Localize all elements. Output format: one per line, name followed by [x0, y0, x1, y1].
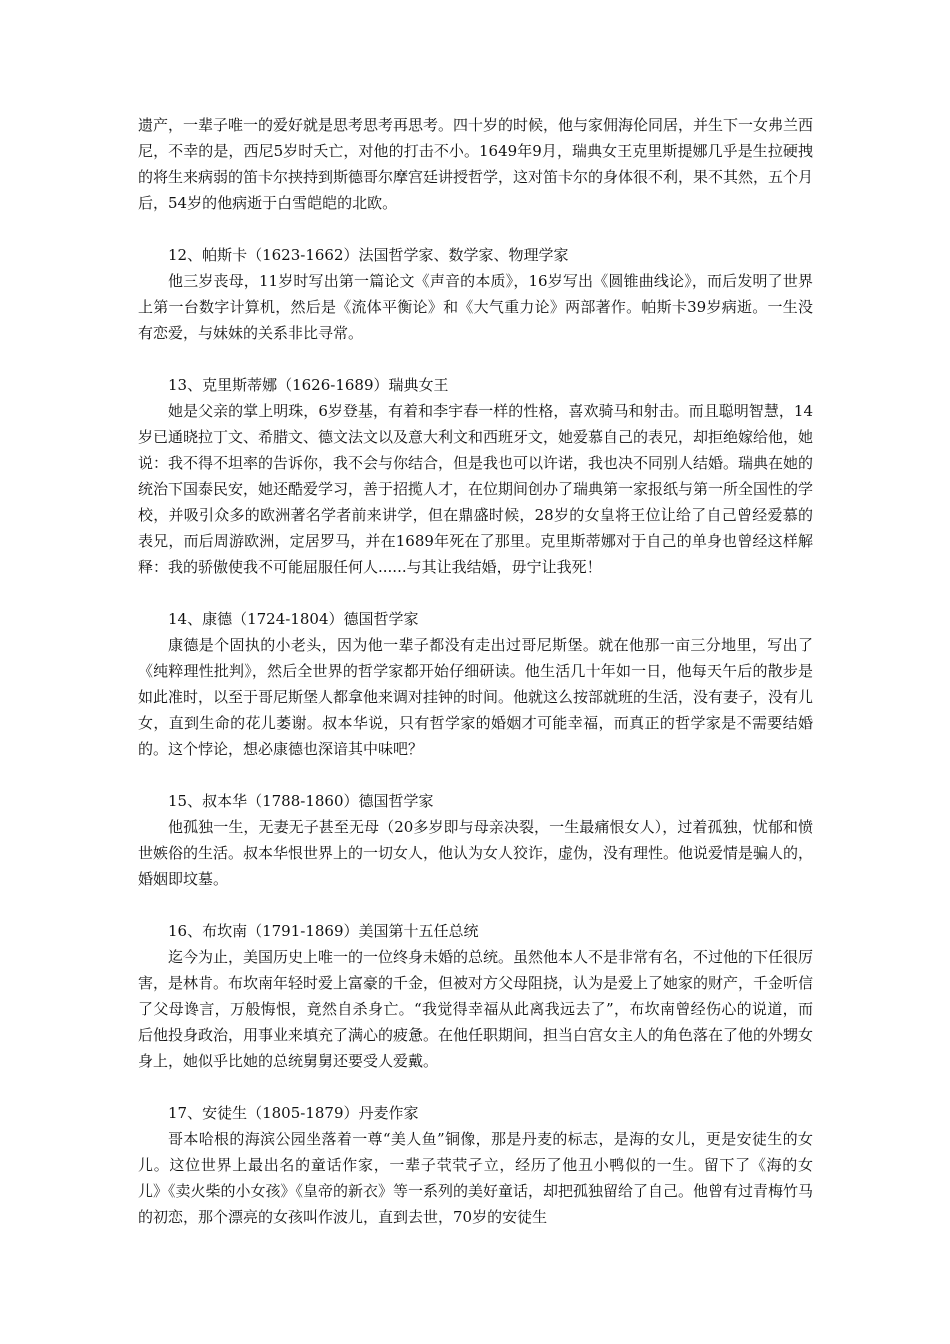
entry-body: 他三岁丧母，11岁时写出第一篇论文《声音的本质》，16岁写出《圆锥曲线论》，而后发明了世界上第一台数字计算机，然后是《流体平衡论》和《大气重力论》两部著作。帕斯卡39岁病逝。一生没有恋爱，与妹妹的关系非比寻常。	[138, 272, 813, 342]
entry-body: 哥本哈根的海滨公园坐落着一尊“美人鱼”铜像，那是丹麦的标志，是海的女儿，更是安徒生的女儿。这位世界上最出名的童话作家，一辈子茕茕孑立，经历了他丑小鸭似的一生。留下了《海的女儿》《卖火柴的小女孩》《皇帝的新衣》等一系列的美好童话，却把孤独留给了自己。他曾有过青梅竹马的初恋，那个漂亮的女孩叫作波儿，直到去世，70岁的安徒生	[138, 1130, 814, 1226]
entry-heading: 17、安徒生（1805-1879）丹麦作家	[168, 1104, 419, 1122]
entry-christina	[138, 372, 813, 580]
entry-kant	[138, 606, 813, 762]
entry-heading: 12、帕斯卡（1623-1662）法国哲学家、数学家、物理学家	[168, 246, 569, 264]
document-content	[138, 112, 813, 1256]
entry-heading: 13、克里斯蒂娜（1626-1689）瑞典女王	[168, 376, 449, 394]
entry-body: 他孤独一生，无妻无子甚至无母（20多岁即与母亲决裂，一生最痛恨女人），过着孤独，忧郁和愤世嫉俗的生活。叔本华恨世界上的一切女人，他认为女人狡诈，虚伪，没有理性。他说爱情是骗人的，婚姻即坟墓。	[138, 818, 814, 888]
entry-body: 她是父亲的掌上明珠，6岁登基，有着和李宇春一样的性格，喜欢骑马和射击。而且聪明智慧，14岁已通晓拉丁文、希腊文、德文法文以及意大利文和西班牙文，她爱慕自己的表兄，却拒绝嫁给他，她说：我不得不坦率的告诉你，我不会与你结合，但是我也可以许诺，我也决不同别人结婚。瑞典在她的统治下国泰民安，她还酷爱学习，善于招揽人才，在位期间创办了瑞典第一家报纸与第一所全国性的学校，并吸引众多的欧洲著名学者前来讲学，但在鼎盛时候，28岁的女皇将王位让给了自己曾经爱慕的表兄，而后周游欧洲，定居罗马，并在1689年死在了那里。克里斯蒂娜对于自己的单身也曾经这样解释：我的骄傲使我不可能屈服任何人......与其让我结婚，毋宁让我死！	[138, 402, 814, 576]
entry-buchanan	[138, 918, 813, 1074]
entry-heading: 16、布坎南（1791-1869）美国第十五任总统	[168, 922, 479, 940]
continuation-paragraph: 遗产，一辈子唯一的爱好就是思考思考再思考。四十岁的时候，他与家佣海伦同居，并生下一女弗兰西尼，不幸的是，西尼5岁时夭亡，对他的打击不小。1649年9月，瑞典女王克里斯提娜几乎是生拉硬拽的将生来病弱的笛卡尔挟持到斯德哥尔摩宫廷讲授哲学，这对笛卡尔的身体很不利，果不其然，五个月后，54岁的他病逝于白雪皑皑的北欧。	[138, 116, 814, 212]
entry-body: 康德是个固执的小老头，因为他一辈子都没有走出过哥尼斯堡。就在他那一亩三分地里，写出了《纯粹理性批判》，然后全世界的哲学家都开始仔细研读。他生活几十年如一日，他每天午后的散步是如此准时，以至于哥尼斯堡人都拿他来调对挂钟的时间。他就这么按部就班的生活，没有妻子，没有儿女，直到生命的花儿萎谢。叔本华说，只有哲学家的婚姻才可能幸福，而真正的哲学家是不需要结婚的。这个悖论，想必康德也深谙其中味吧？	[138, 636, 814, 758]
entry-heading: 14、康德（1724-1804）德国哲学家	[168, 610, 419, 628]
entry-schopenhauer	[138, 788, 813, 892]
entry-andersen	[138, 1100, 813, 1230]
entry-pascal	[138, 242, 813, 346]
entry-heading: 15、叔本华（1788-1860）德国哲学家	[168, 792, 434, 810]
entry-body: 迄今为止，美国历史上唯一的一位终身未婚的总统。虽然他本人不是非常有名，不过他的下任很厉害，是林肯。布坎南年轻时爱上富豪的千金，但被对方父母阻挠，认为是爱上了她家的财产，千金听信了父母谗言，万般悔恨，竟然自杀身亡。“我觉得幸福从此离我远去了”，布坎南曾经伤心的说道，而后他投身政治，用事业来填充了满心的疲惫。在他任职期间，担当白宫女主人的角色落在了他的外甥女身上，她似乎比她的总统舅舅还要受人爱戴。	[138, 948, 814, 1070]
